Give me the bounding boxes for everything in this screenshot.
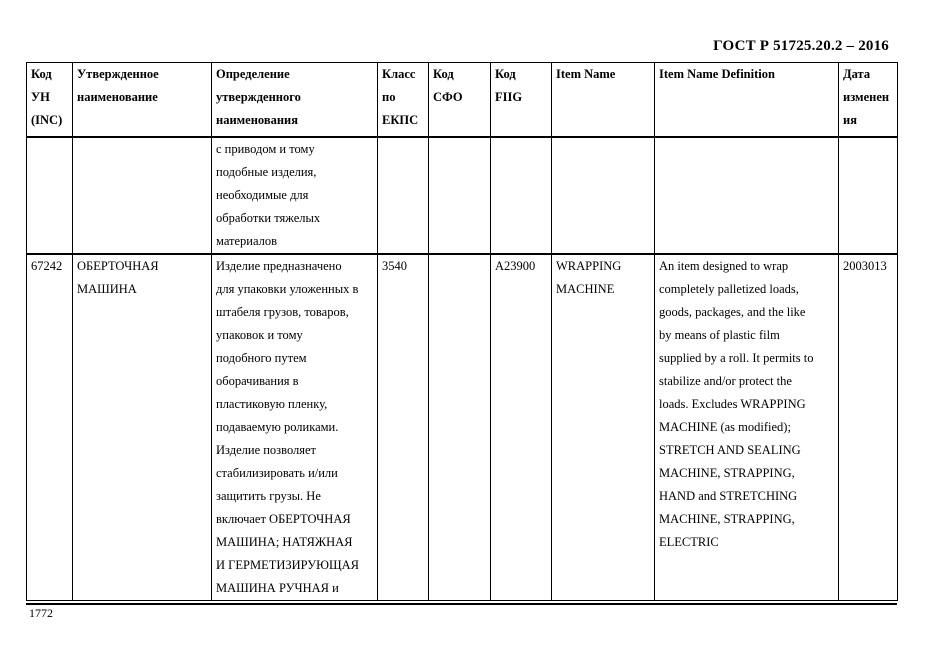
cell-line: И ГЕРМЕТИЗИРУЮЩАЯ	[216, 558, 359, 572]
col-approved-name-cell	[73, 137, 212, 254]
cell-line: MACHINE, STRAPPING,	[659, 512, 795, 526]
col-change-date-cell	[839, 137, 898, 254]
col-class-header	[378, 63, 429, 138]
cell-line: упаковок и тому	[216, 328, 303, 342]
page-number: 1772	[29, 606, 53, 620]
header-line: Код	[31, 67, 52, 81]
col-definition-header	[212, 63, 378, 138]
cell-line: STRETCH AND SEALING	[659, 443, 801, 457]
cell-line: Изделие предназначено	[216, 259, 342, 273]
header-line: ЕКПС	[382, 113, 419, 127]
cell-line: loads. Excludes WRAPPING	[659, 397, 806, 411]
header-line: Код	[433, 67, 454, 81]
header-line: СФО	[433, 90, 463, 104]
cell-line: supplied by a roll. It permits to	[659, 351, 814, 365]
header-line: Код	[495, 67, 516, 81]
cell-line: WRAPPING	[556, 259, 622, 273]
col-definition-cell	[212, 254, 378, 601]
table-row	[27, 254, 898, 601]
cell-line: стабилизировать и/или	[216, 466, 338, 480]
col-sfo-cell	[429, 137, 491, 254]
col-fiig-cell	[491, 254, 552, 601]
header-line: Дата	[843, 67, 871, 81]
col-inc-header	[27, 63, 73, 138]
cell-line: HAND and STRETCHING	[659, 489, 798, 503]
header-line: утвержденного	[216, 90, 301, 104]
col-item-name-cell	[552, 137, 655, 254]
cell-line: MACHINE (as modified);	[659, 420, 791, 434]
col-class-cell	[378, 254, 429, 601]
cell-line: MACHINE, STRAPPING,	[659, 466, 795, 480]
header-line: наименование	[77, 90, 158, 104]
col-item-name-definition-header	[655, 63, 839, 138]
cell-line: для упаковки уложенных в	[216, 282, 359, 296]
col-definition-cell	[212, 137, 378, 254]
col-item-name-header	[552, 63, 655, 138]
header-line: Утвержденное	[77, 67, 159, 81]
col-item-name-definition-cell	[655, 254, 839, 601]
header-line: ия	[843, 113, 857, 127]
col-item-name-cell	[552, 254, 655, 601]
cell-line: completely palletized loads,	[659, 282, 799, 296]
cell-line: оборачивания в	[216, 374, 299, 388]
table-row	[27, 137, 898, 254]
cell-line: ELECTRIC	[659, 535, 719, 549]
cell-line: с приводом и тому	[216, 142, 315, 156]
header-line: Класс	[382, 67, 416, 81]
col-sfo-cell	[429, 254, 491, 601]
header-line: наименования	[216, 113, 299, 127]
cell-value: 3540	[382, 259, 407, 273]
cell-line: включает ОБЕРТОЧНАЯ	[216, 512, 351, 526]
col-sfo-header	[429, 63, 491, 138]
cell-value: 67242	[31, 259, 63, 273]
header-line: Item Name Definition	[659, 67, 775, 81]
col-change-date-header	[839, 63, 898, 138]
cell-line: Изделие позволяет	[216, 443, 317, 457]
header-line: Определение	[216, 67, 290, 81]
cell-line: МАШИНА РУЧНАЯ и	[216, 581, 339, 595]
col-approved-name-header	[73, 63, 212, 138]
cell-line: защитить грузы. Не	[216, 489, 321, 503]
cell-line: МАШИНА	[77, 282, 137, 296]
header-line: Item Name	[556, 67, 616, 81]
cell-line: материалов	[216, 234, 278, 248]
cell-line: MACHINE	[556, 282, 615, 296]
cell-line: подобного путем	[216, 351, 307, 365]
header-line: изменен	[843, 90, 890, 104]
header-line: FIIG	[495, 90, 523, 104]
cell-line: штабеля грузов, товаров,	[216, 305, 349, 319]
col-item-name-definition-cell	[655, 137, 839, 254]
cell-line: обработки тяжелых	[216, 211, 321, 225]
table-header-row	[27, 63, 898, 138]
col-change-date-cell	[839, 254, 898, 601]
catalog-table	[26, 62, 898, 601]
col-fiig-cell	[491, 137, 552, 254]
cell-line: подобные изделия,	[216, 165, 317, 179]
col-fiig-header	[491, 63, 552, 138]
cell-line: ОБЕРТОЧНАЯ	[77, 259, 159, 273]
cell-line: МАШИНА; НАТЯЖНАЯ	[216, 535, 353, 549]
col-inc-cell	[27, 254, 73, 601]
col-approved-name-cell	[73, 254, 212, 601]
cell-value: 2003013	[843, 259, 887, 273]
cell-value: A23900	[495, 259, 536, 273]
cell-line: пластиковую пленку,	[216, 397, 328, 411]
col-class-cell	[378, 137, 429, 254]
header-line: УН	[31, 90, 50, 104]
col-inc-cell	[27, 137, 73, 254]
cell-line: goods, packages, and the like	[659, 305, 806, 319]
header-line: по	[382, 90, 396, 104]
cell-line: необходимые для	[216, 188, 309, 202]
header-line: (INC)	[31, 113, 63, 127]
document-standard-title: ГОСТ Р 51725.20.2 – 2016	[713, 38, 889, 54]
cell-line: подаваемую роликами.	[216, 420, 339, 434]
table-bottom-border	[26, 603, 897, 605]
cell-line: stabilize and/or protect the	[659, 374, 792, 388]
cell-line: by means of plastic film	[659, 328, 780, 342]
cell-line: An item designed to wrap	[659, 259, 789, 273]
